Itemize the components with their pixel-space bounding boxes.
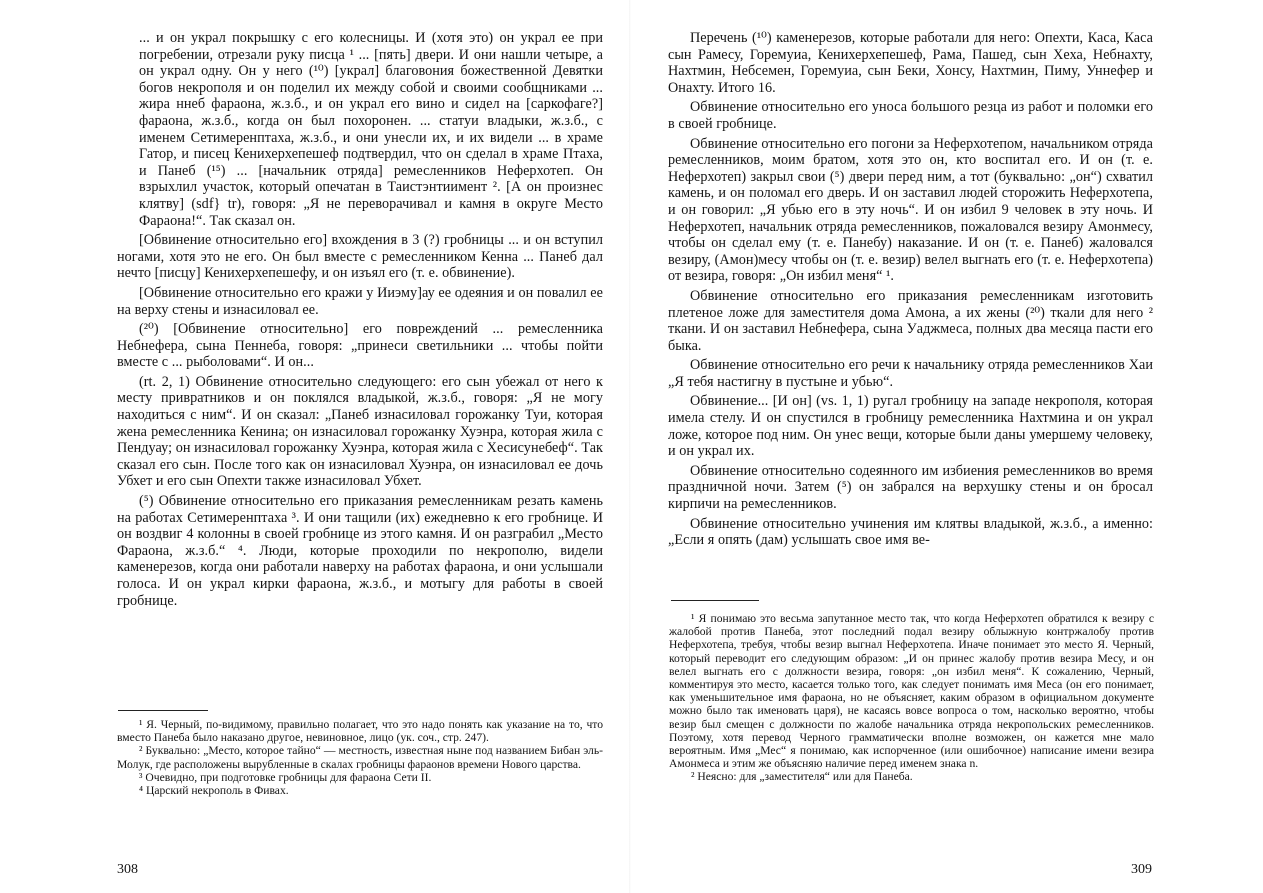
left-footnote: ⁴ Царский некрополь в Фивах. <box>139 784 289 798</box>
right-footnotes <box>669 612 1154 784</box>
right-paragraph: Обвинение относительно его погони за Неферхотепом, начальником отряда ремесленников, моим братом, хотя это он, кто воспитал его. И он (т. е. Неферхотеп) закрыл свои (⁵) двери перед ним, а тот (буквально: „он“) схватил камень, и он поломал его дверь. И он заставил людей сторожить Неферхотепа, и он говорил: „Я убью его в эту ночь“. И он избил 9 человек в эту ночь. И Неферхотеп, начальник отряда ремесленников, пожаловался везиру Амонмесу, чтобы он сделал ему (т. е. Панебу) наказание. И он (т. е. Панеб) жаловался везиру, (Амон)месу чтобы он (т. е. везир) велел выгнать его (т. е. Неферхотепа) от везира, говоря: „Он избил меня“ ¹. <box>668 135 1153 285</box>
right-footnote: ¹ Я понимаю это весьма запутанное место так, что когда Неферхотеп обратился к везиру с жалобой против Панеба, этот последний подал везиру облыжную контржалобу против Неферхотепа, требуя, чтобы везир выгнал Неферхотепа. Иначе понимает это место Я. Черный, который переводит его следующим образом: „И он принес жалобу против везира Месу, и он велел выгнать его с должности везира, говоря: „он избил меня“. К сожалению, Черный, комментируя это место, касается только того, как следует понимать имя Меса (он его понимает, как уменьшительное имя фараона, но не объясняет, каким образом в официальном документе можно было так именовать царя), не касаясь вовсе вопроса о том, насколько вероятно, чтобы везир был смещен с должности по жалобе начальника отряда некропольских ремесленников. Поэтому, хотя перевод Черного грамматически вполне возможен, он кажется мне мало вероятным. Имя „Мес“ я понимаю, как испорченное (или ошибочное) написание имени везира Амонмеса и этим же объясняю наличие перед именем знака n. <box>669 612 1154 771</box>
right-paragraph: Обвинение относительно его приказания ремесленникам изготовить плетеное ложе для заместителя дома Амона, а их жены (²⁰) ткали для него ² ткани. И он заставил Небнефера, сына Уаджмеса, полных два месяца пасти его быка. <box>668 287 1153 354</box>
right-main-text <box>668 30 1153 549</box>
right-paragraph: Обвинение относительно учинения им клятвы владыкой, ж.з.б., а именно: „Если я опять (дам) услышать свое имя ве- <box>668 515 1153 549</box>
right-paragraph: Обвинение относительно содеянного им избиения ремесленников во время праздничной ночи. Затем (⁵) он забрался на верхушку стены и он бросал кирпичи на ремесленников. <box>668 462 1153 513</box>
left-footnote: ¹ Я. Черный, по-видимому, правильно полагает, что это надо понять как указание на то, что вместо Панеба было наказано другое, невиновное, лицо (ук. соч., стр. 247). <box>117 718 603 745</box>
left-page <box>0 0 631 893</box>
right-page <box>631 0 1263 893</box>
left-paragraph: (⁵) Обвинение относительно его приказания ремесленникам резать камень на работах Сетимеренптаха ³. И они тащили (их) ежедневно к его гробнице. И он воздвиг 4 колонны в своей гробнице из этого камня. И он разграбил „Место Фараона, ж.з.б.“ ⁴. Люди, которые проходили по некрополю, видели каменерезов, когда они работали наверху на работах фараона, и они услышали голоса. И он украл кирки фараона, ж.з.б., и мотыгу для работы в своей гробнице. <box>117 493 603 609</box>
left-main-text <box>117 30 603 609</box>
left-paragraph: (²⁰) [Обвинение относительно] его повреждений ... ремесленника Небнефера, сына Пеннеба, говоря: „принеси светильники ... чтобы пойти вместе с ... рыболовами“. И он... <box>117 321 603 371</box>
right-page-number: 309 <box>1131 862 1152 877</box>
left-paragraph: ... и он украл покрышку с его колесницы. И (хотя это) он украл ее при погребении, отрезали руку писца ¹ ... [пять] двери. И они нашли четыре, а он украл одну. Он у него (¹⁰) [украл] благовония божественной Девятки богов некрополя и он поделил их между собой и своими сообщниками ... жира ннеб фараона, ж.з.б., и он украл его вино и сидел на [саркофаге?] фараона, ж.з.б., когда он был похоронен. ... статуи владыки, ж.з.б., с именем Сетимеренптаха, ж.з.б., и они унесли их, и их видели ... в храме Гатор, и писец Кенихерхепешеф подтвердил, что он сделал в храме Птаха, и Панеб (¹⁵) ... [начальник отряда] ремесленников Неферхотеп. Он взрыхлил участок, который опечатан в Таистэнтиимент ². [А он произнес клятву] (sdf} tr), говоря: „Я не переворачивал и камня в округе Место Фараона!“. Так сказал он. <box>139 30 603 229</box>
left-footnote: ³ Очевидно, при подготовке гробницы для фараона Сети II. <box>139 770 432 784</box>
left-footnote: ² Буквально: „Место, которое тайно“ — местность, известная ныне под названием Бибан эль-Молук, где расположены вырубленные в скалах гробницы фараонов времени Нового царства. <box>117 744 603 771</box>
right-paragraph: Перечень (¹⁰) каменерезов, которые работали для него: Опехти, Каса, Каса сын Рамесу, Горемуиа, Кенихерхепешеф, Рама, Пашед, сын Хеха, Небнахту, Нахтмин, Небсемен, Горемуиа, сын Беки, Хонсу, Нахтмин, Пиму, Уннефер и Онахту. Итого 16. <box>668 30 1153 96</box>
left-paragraph: [Обвинение относительно его кражи у Ииэму]ау ее одеяния и он повалил ее на верху стены и изнасиловал ее. <box>117 284 603 318</box>
left-footnote-divider <box>118 710 208 711</box>
left-footnotes <box>117 718 603 797</box>
right-paragraph: Обвинение относительно его уноса большого резца из работ и поломки его в своей гробнице. <box>668 99 1153 132</box>
left-page-number: 308 <box>117 862 138 877</box>
right-footnote-divider <box>671 600 759 601</box>
right-paragraph: Обвинение... [И он] (vs. 1, 1) ругал гробницу на западе некрополя, которая имела стелу. И он спустился в гробницу ремесленника Нахтмина и он украл ложе, которое под ним. Он унес вещи, которые были даны умершему человеку, и он украл их. <box>668 393 1153 460</box>
left-paragraph: [Обвинение относительно его] вхождения в 3 (?) гробницы ... и он вступил ногами, хотя это не его. Он был вместе с ремесленником Кенна ... Панеб дал нечто [писцу] Кенихерхепешефу, и он изъял его (т. е. обвинение). <box>117 232 603 282</box>
right-footnote: ² Неясно: для „заместителя“ или для Панеба. <box>691 770 913 784</box>
right-paragraph: Обвинение относительно его речи к начальнику отряда ремесленников Хаи „Я тебя настигну в пустыне и убью“. <box>668 357 1153 390</box>
left-paragraph: (rt. 2, 1) Обвинение относительно следующего: его сын убежал от него к месту привратников и он поклялся владыкой, ж.з.б., говоря: „Я не могу находиться с ним“. И он сказал: „Панеб изнасиловал горожанку Туи, которая жена ремесленника Кенина; он изнасиловал горожанку Хуэнра, которая жила с Пендуау; он изнасиловал горожанку Хуэнра, которая жила с Хесисунебеф“. Так сказал его сын. После того как он изнасиловал Хуэнра, он изнасиловал ее дочь Убхет и его сын Опехти также изнасиловал Убхет. <box>117 373 603 490</box>
